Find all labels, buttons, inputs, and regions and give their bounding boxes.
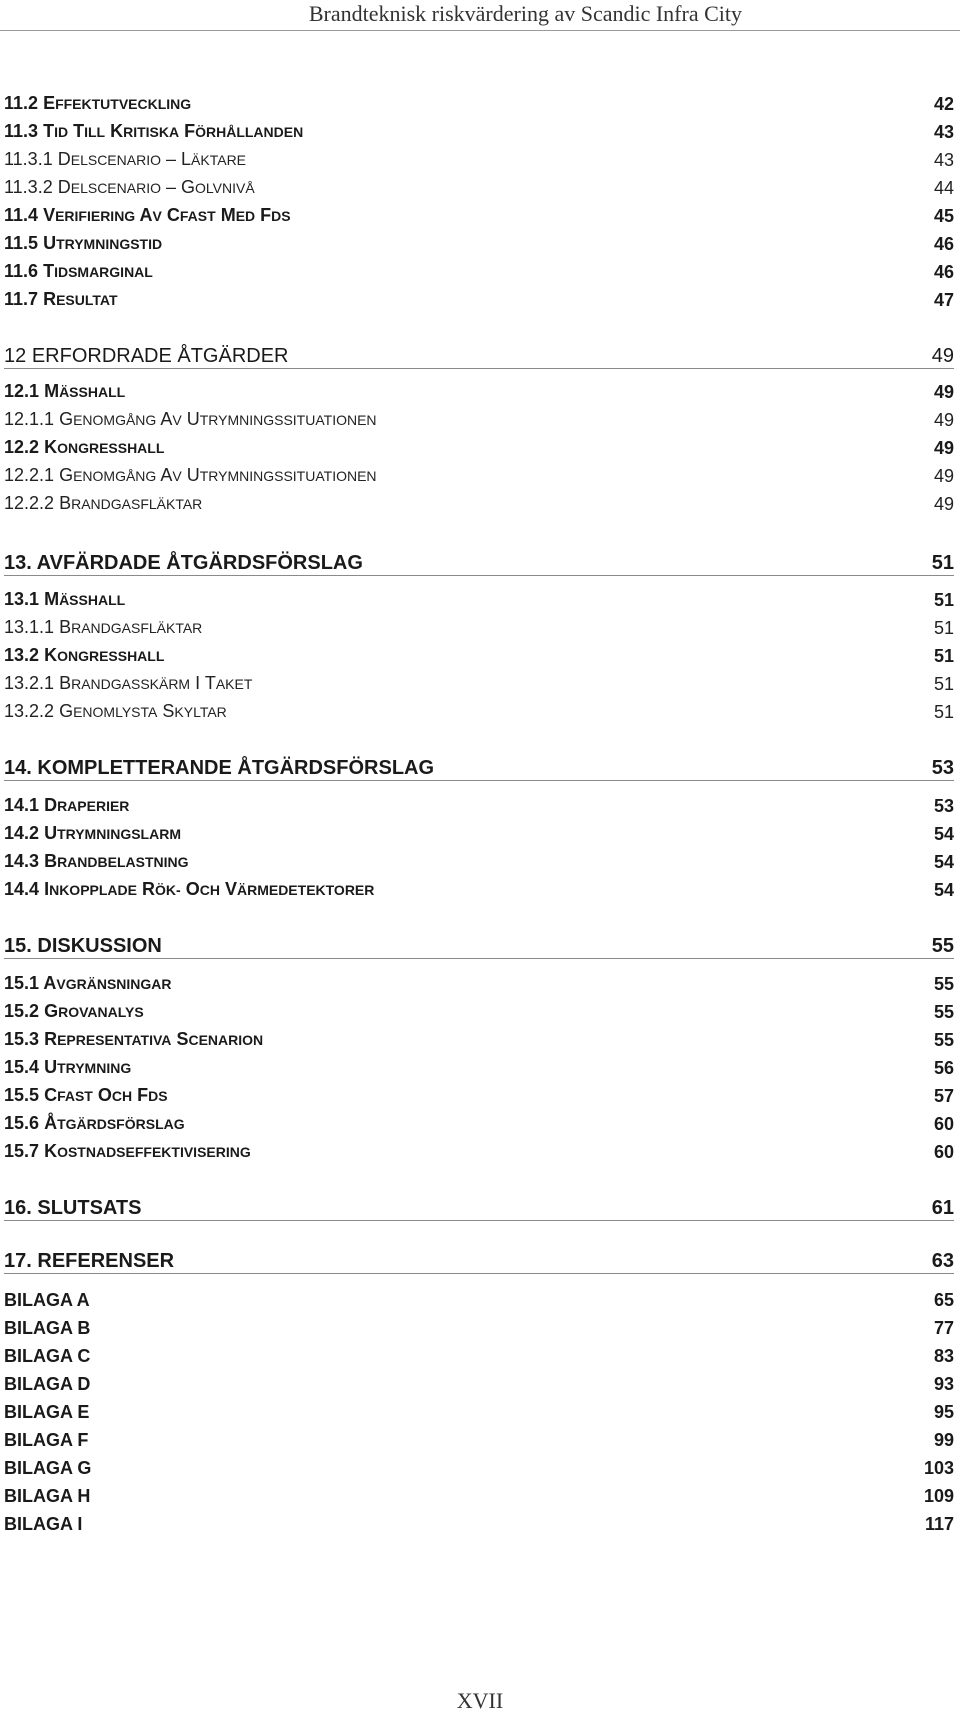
toc-entry-title [4, 119, 303, 144]
toc-entry[interactable] [4, 1024, 954, 1052]
toc-entry-title [4, 344, 289, 368]
toc-entry-label: KONGRESSHALL [44, 437, 165, 457]
toc-entry-page: 54 [933, 824, 954, 844]
toc-entry-number: 13.2.1 [4, 673, 55, 693]
toc-entry-title [4, 1111, 185, 1136]
toc-entry-label: AVGRÄNSNINGAR [43, 973, 172, 993]
toc-entry-page: 99 [933, 1430, 954, 1450]
toc-entry-page: 103 [923, 1458, 954, 1478]
toc-entry-number: 11.3.2 [4, 177, 53, 197]
toc-entry-page: 53 [933, 796, 954, 816]
toc-entry[interactable] [4, 1480, 954, 1508]
toc-entry-title [4, 793, 129, 818]
toc-entry-page: 60 [933, 1114, 954, 1134]
toc-entry-page: 46 [933, 234, 954, 254]
toc-entry-page: 61 [931, 1197, 954, 1219]
toc-entry-label: BRANDGASFLÄKTAR [59, 617, 203, 637]
toc-entry-title [4, 699, 227, 724]
toc-entry-title [4, 934, 162, 958]
toc-entry[interactable] [4, 1108, 954, 1136]
toc-entry-number: 12 [4, 345, 27, 367]
toc-entry-label: ERFORDRADE ÅTGÄRDER [31, 345, 289, 367]
toc-entry[interactable] [4, 696, 954, 724]
toc-entry-page: 83 [933, 1346, 954, 1366]
toc-entry-label: BILAGA F [4, 1430, 89, 1450]
toc-entry-page: 51 [933, 646, 954, 666]
toc-entry-title [4, 1400, 89, 1424]
toc-entry[interactable] [4, 200, 954, 228]
toc-entry-page: 54 [933, 880, 954, 900]
toc-entry[interactable] [4, 584, 954, 612]
toc-entry-title [4, 615, 202, 640]
toc-entry-label: BILAGA I [4, 1514, 83, 1534]
toc-entry-page: 57 [933, 1086, 954, 1106]
toc-entry-title [4, 435, 164, 460]
toc-entry-page: 43 [933, 122, 954, 142]
toc-entry[interactable] [4, 284, 954, 312]
toc-entry-title [4, 287, 118, 312]
toc-entry-page: 55 [933, 974, 954, 994]
toc-entry-number: 15.4 [4, 1057, 40, 1077]
toc-entry-number: 12.1.1 [4, 409, 55, 429]
toc-entry-title [4, 877, 374, 902]
toc-entry-number: 13.2 [4, 645, 40, 665]
toc-entry-title [4, 587, 125, 612]
page-number: XVII [456, 1688, 504, 1713]
toc-entry[interactable] [4, 846, 954, 874]
toc-entry-label: BILAGA H [4, 1486, 91, 1506]
toc-entry[interactable] [4, 1424, 954, 1452]
toc-entry[interactable] [4, 432, 954, 460]
toc-entry-title [4, 175, 255, 200]
toc-entry[interactable] [4, 545, 954, 576]
toc-entry[interactable] [4, 640, 954, 668]
toc-entry-page: 95 [933, 1402, 954, 1422]
toc-entry-label: TIDSMARGINAL [43, 261, 153, 281]
toc-entry-page: 54 [933, 852, 954, 872]
toc-entry-label: GENOMGÅNG AV UTRYMNINGSSITUATIONEN [59, 465, 377, 485]
toc-entry-label: UTRYMNINGSLARM [44, 823, 181, 843]
toc-entry-title [4, 971, 172, 996]
toc-entry[interactable] [4, 172, 954, 200]
toc-entry-number: 11.2 [4, 93, 39, 113]
toc-entry-number: 13.1 [4, 589, 40, 609]
toc-entry-label: ÅTGÄRDSFÖRSLAG [44, 1113, 185, 1133]
toc-entry-page: 60 [933, 1142, 954, 1162]
toc-entry-label: DRAPERIER [44, 795, 130, 815]
toc-entry-page: 44 [933, 178, 954, 198]
toc-entry-label: VERIFIERING AV CFAST MED FDS [43, 205, 291, 225]
toc-entry[interactable] [4, 404, 954, 432]
toc-entry-number: 11.6 [4, 261, 39, 281]
toc-entry[interactable] [4, 256, 954, 284]
toc-entry-label: REFERENSER [37, 1250, 175, 1272]
toc-entry-title [4, 1484, 90, 1508]
toc-entry-title [4, 1428, 88, 1452]
toc-entry-title [4, 1512, 82, 1536]
document-title: Brandteknisk riskvärdering av Scandic Infra City [308, 1, 742, 26]
toc-entry-number: 13. [4, 552, 32, 574]
toc-entry-number: 12.2 [4, 437, 40, 457]
toc-entry[interactable] [4, 116, 954, 144]
toc-entry-title [4, 643, 164, 668]
toc-entry-number: 11.7 [4, 289, 39, 309]
page-header [0, 0, 960, 31]
toc-entry[interactable] [4, 1243, 954, 1274]
toc-entry-number: 15.3 [4, 1029, 40, 1049]
toc-entry-label: BILAGA D [4, 1374, 91, 1394]
toc-entry-label: SLUTSATS [37, 1197, 142, 1219]
toc-entry-label: BRANDGASFLÄKTAR [59, 493, 203, 513]
toc-entry[interactable] [4, 228, 954, 256]
toc-entry-page: 51 [931, 552, 954, 574]
toc-entry-page: 47 [933, 290, 954, 310]
toc-entry-label: GENOMGÅNG AV UTRYMNINGSSITUATIONEN [59, 409, 377, 429]
toc-entry-title [4, 551, 363, 575]
toc-entry-title [4, 849, 189, 874]
toc-entry[interactable] [4, 1284, 954, 1312]
toc-entry-page: 65 [933, 1290, 954, 1310]
toc-entry-page: 49 [933, 382, 954, 402]
toc-entry-number: 15.7 [4, 1141, 40, 1161]
toc-entry-title [4, 491, 202, 516]
toc-entry[interactable] [4, 1136, 954, 1164]
toc-entry-label: RESULTAT [43, 289, 118, 309]
toc-entry-number: 11.3 [4, 121, 39, 141]
toc-entry-page: 49 [933, 466, 954, 486]
toc-entry-number: 14.2 [4, 823, 40, 843]
toc-entry-title [4, 1288, 90, 1312]
toc-entry[interactable] [4, 1052, 954, 1080]
toc-entry-label: BILAGA G [4, 1458, 92, 1478]
toc-entry-number: 13.1.1 [4, 617, 55, 637]
toc-entry-title [4, 463, 377, 488]
toc-entry-label: EFFEKTUTVECKLING [43, 93, 192, 113]
toc-entry[interactable] [4, 790, 954, 818]
toc-entry-label: BRANDBELASTNING [44, 851, 189, 871]
toc-entry-title [4, 1055, 131, 1080]
toc-entry-page: 49 [931, 345, 954, 367]
toc-entry[interactable] [4, 376, 954, 404]
toc-entry-label: CFAST OCH FDS [44, 1085, 168, 1105]
toc-entry-number: 15.1 [4, 973, 40, 993]
toc-entry-page: 51 [933, 674, 954, 694]
toc-entry-title [4, 756, 434, 780]
toc-entry-number: 11.4 [4, 205, 39, 225]
toc-entry-label: KOMPLETTERANDE ÅTGÄRDSFÖRSLAG [37, 757, 435, 779]
toc-entry-label: INKOPPLADE RÖK- OCH VÄRMEDETEKTORER [44, 879, 375, 899]
toc-entry-title [4, 259, 153, 284]
toc-entry-label: MÄSSHALL [44, 589, 126, 609]
toc-entry-title [4, 1196, 141, 1220]
toc-entry-page: 53 [931, 757, 954, 779]
toc-entry-number: 15.2 [4, 1001, 40, 1021]
toc-entry-title [4, 231, 162, 256]
toc-entry-page: 109 [923, 1486, 954, 1506]
toc-entry-title [4, 1316, 90, 1340]
toc-entry-label: DELSCENARIO – LÄKTARE [57, 149, 247, 169]
toc-entry-number: 14.3 [4, 851, 40, 871]
toc-entry-title [4, 821, 181, 846]
toc-entry-page: 42 [933, 94, 954, 114]
toc-entry-page: 55 [933, 1030, 954, 1050]
toc-entry-page: 51 [933, 702, 954, 722]
toc-entry-label: DISKUSSION [37, 935, 162, 957]
toc-entry-title [4, 379, 125, 404]
toc-entry-page: 93 [933, 1374, 954, 1394]
toc-entry-page: 55 [933, 1002, 954, 1022]
toc-entry[interactable] [4, 1396, 954, 1424]
toc-entry-page: 77 [933, 1318, 954, 1338]
toc-entry[interactable] [4, 874, 954, 902]
toc-entry-number: 14.1 [4, 795, 40, 815]
toc-entry-title [4, 1456, 91, 1480]
toc-entry-number: 13.2.2 [4, 701, 55, 721]
toc-entry-label: REPRESENTATIVA SCENARION [44, 1029, 264, 1049]
toc-entry-number: 14. [4, 757, 32, 779]
toc-entry-label: BILAGA C [4, 1346, 91, 1366]
toc-entry-number: 16. [4, 1197, 32, 1219]
toc-entry-label: GROVANALYS [44, 1001, 144, 1021]
toc-entry[interactable] [4, 1508, 954, 1536]
toc-entry-number: 11.5 [4, 233, 39, 253]
toc-entry-title [4, 671, 252, 696]
toc-entry[interactable] [4, 1080, 954, 1108]
toc-entry-label: AVFÄRDADE ÅTGÄRDSFÖRSLAG [36, 552, 363, 574]
toc-entry[interactable] [4, 1340, 954, 1368]
toc-entry[interactable] [4, 338, 954, 369]
toc-entry-page: 117 [924, 1514, 954, 1534]
toc-entry[interactable] [4, 1190, 954, 1221]
toc-entry-label: GENOMLYSTA SKYLTAR [59, 701, 227, 721]
toc-entry-page: 55 [931, 935, 954, 957]
toc-entry-label: DELSCENARIO – GOLVNIVÅ [57, 177, 255, 197]
toc-entry-number: 15.5 [4, 1085, 40, 1105]
toc-entry-title [4, 1083, 168, 1108]
toc-entry-title [4, 1372, 90, 1396]
toc-entry[interactable] [4, 612, 954, 640]
toc-entry[interactable] [4, 928, 954, 959]
toc-entry-label: BILAGA B [4, 1318, 91, 1338]
toc-entry-page: 56 [933, 1058, 954, 1078]
toc-entry-label: TID TILL KRITISKA FÖRHÅLLANDEN [43, 121, 304, 141]
toc-entry[interactable] [4, 1312, 954, 1340]
toc-entry-label: BILAGA A [4, 1290, 90, 1310]
toc-entry[interactable] [4, 488, 954, 516]
toc-entry-page: 49 [933, 494, 954, 514]
toc-entry-title [4, 999, 144, 1024]
toc-entry-number: 14.4 [4, 879, 40, 899]
toc-entry-number: 12.2.2 [4, 493, 55, 513]
toc-entry-number: 12.2.1 [4, 465, 55, 485]
toc-entry-label: KONGRESSHALL [44, 645, 165, 665]
toc-entry-page: 45 [933, 206, 954, 226]
toc-entry-title [4, 1027, 263, 1052]
toc-entry-label: UTRYMNING [44, 1057, 132, 1077]
toc-entry-label: KOSTNADSEFFEKTIVISERING [44, 1141, 251, 1161]
toc-entry[interactable] [4, 968, 954, 996]
toc-entry-page: 51 [933, 590, 954, 610]
toc-entry-label: MÄSSHALL [44, 381, 126, 401]
toc-entry-number: 17. [4, 1250, 32, 1272]
toc-entry-title [4, 1249, 174, 1273]
toc-entry[interactable] [4, 88, 954, 116]
toc-entry-title [4, 203, 291, 228]
toc-entry-label: BILAGA E [4, 1402, 90, 1422]
toc-entry[interactable] [4, 750, 954, 781]
toc-entry-title [4, 147, 246, 172]
toc-entry-label: BRANDGASSKÄRM I TAKET [59, 673, 253, 693]
toc-entry-number: 15.6 [4, 1113, 40, 1133]
toc-entry[interactable] [4, 144, 954, 172]
toc-entry-page: 63 [931, 1250, 954, 1272]
toc-entry[interactable] [4, 996, 954, 1024]
toc-entry-title [4, 1344, 90, 1368]
toc-entry-number: 15. [4, 935, 32, 957]
toc-entry-title [4, 407, 377, 432]
toc-entry-title [4, 91, 191, 116]
toc-entry[interactable] [4, 818, 954, 846]
toc-entry-number: 12.1 [4, 381, 40, 401]
toc-entry-page: 51 [933, 618, 954, 638]
toc-entry-page: 43 [933, 150, 954, 170]
toc-entry[interactable] [4, 1368, 954, 1396]
toc-entry-page: 49 [933, 410, 954, 430]
toc-entry[interactable] [4, 668, 954, 696]
toc-entry[interactable] [4, 1452, 954, 1480]
toc-entry-title [4, 1139, 251, 1164]
toc-entry-number: 11.3.1 [4, 149, 53, 169]
toc-entry[interactable] [4, 460, 954, 488]
toc-entry-page: 49 [933, 438, 954, 458]
toc-entry-label: UTRYMNINGSTID [43, 233, 163, 253]
toc-entry-page: 46 [933, 262, 954, 282]
